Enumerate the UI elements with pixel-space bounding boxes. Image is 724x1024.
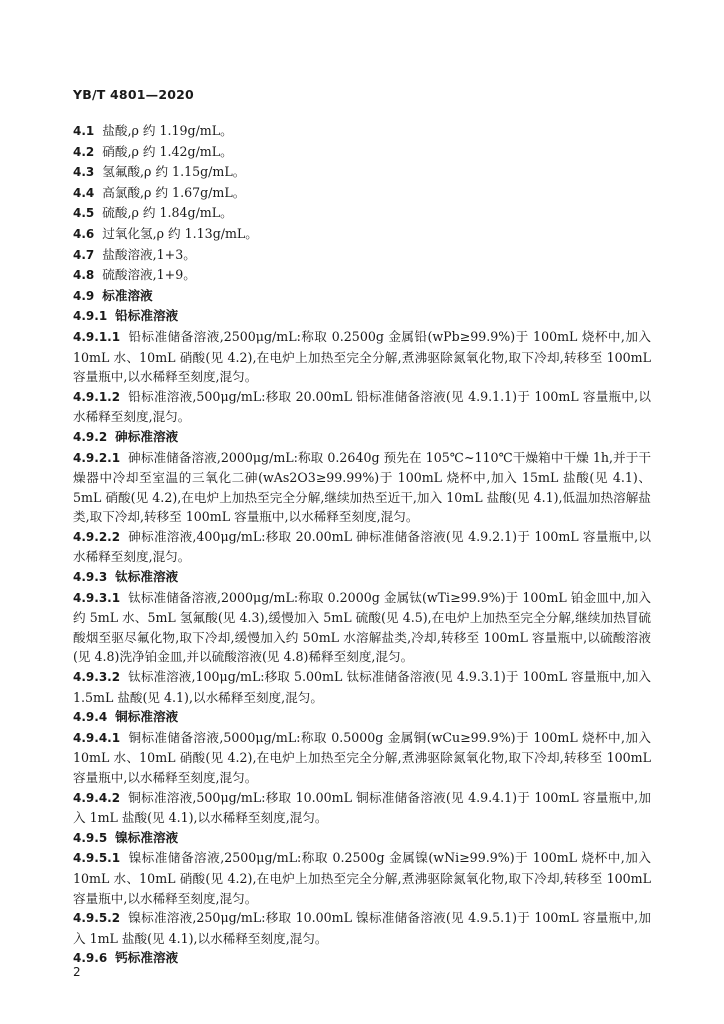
clause-number: 4.8: [73, 268, 95, 283]
clause-text: 硫酸溶液,1+9。: [102, 267, 196, 283]
subsection-heading: [73, 828, 651, 849]
clause-text: 硝酸,ρ 约 1.42g/mL。: [102, 143, 233, 159]
paragraph-text: 砷标准溶液,400μg/mL:移取 20.00mL 砷标准储备溶液(见 4.9.2.1)于 100mL 容量瓶中,以水稀释至刻度,混匀。: [73, 528, 651, 565]
paragraph: [73, 667, 651, 707]
clause-number: 4.2: [73, 144, 95, 159]
subsection-heading: [73, 707, 651, 728]
list-item: [73, 224, 651, 245]
subsection-heading: [73, 306, 651, 327]
paragraph-text: 钛标准溶液,100μg/mL:移取 5.00mL 钛标准储备溶液(见 4.9.3.1)于 100mL 容量瓶中,加入 1.5mL 盐酸(见 4.1),以水稀释至刻度,混匀。: [73, 669, 651, 705]
paragraph-number: 4.9.5.1: [73, 851, 121, 866]
paragraph-text: 砷标准储备溶液,2000μg/mL:称取 0.2640g 预先在 105℃~110℃干燥箱中干燥 1h,并于干燥器中冷却至室温的三氧化二砷(wAs2O3≥99.99%)于 100mL 烧杯中,加入 15mL 盐酸(见 4.1)、5mL 硝酸(见 4.2),在电炉上加热至完全分解,继续加热至近干,加入 10mL 盐酸(见 4.1),低温加热溶解盐类,取下冷却,转移至 100mL 容量瓶中,以水稀释至刻度,混匀。: [73, 449, 651, 525]
section-number: 4.9: [73, 288, 95, 303]
paragraph-text: 铜标准溶液,500μg/mL:移取 10.00mL 铜标准储备溶液(见 4.9.4.1)于 100mL 容量瓶中,加入 1mL 盐酸(见 4.1),以水稀释至刻度,混匀。: [73, 789, 651, 826]
paragraph-text: 镍标准溶液,250μg/mL:移取 10.00mL 镍标准储备溶液(见 4.9.5.1)于 100mL 容量瓶中,加入 1mL 盐酸(见 4.1),以水稀释至刻度,混匀。: [73, 910, 651, 946]
paragraph: [73, 527, 651, 567]
paragraph-number: 4.9.1.1: [73, 329, 121, 344]
subsection-number: 4.9.5: [73, 830, 108, 845]
paragraph-text: 钛标准储备溶液,2000μg/mL:称取 0.2000g 金属钛(wTi≥99.9%)于 100mL 铂金皿中,加入约 5mL 水、5mL 氢氟酸(见 4.3),缓慢加入 5mL 硫酸(见 4.5),在电炉上加热至完全分解,继续加热冒硫酸烟至驱尽氟化物,取下冷却,缓慢加入约 50mL 水溶解盐类,冷却,转移至 100mL 容量瓶中,以硫酸溶液(见 4.8)洗净铂金皿,并以硫酸溶液(见 4.8)稀释至刻度,混匀。: [73, 589, 651, 665]
paragraph-number: 4.9.2.2: [73, 529, 121, 544]
subsection-title: 钙标准溶液: [115, 950, 179, 966]
paragraph-number: 4.9.5.2: [73, 911, 121, 926]
clause-text: 氢氟酸,ρ 约 1.15g/mL。: [102, 164, 246, 180]
list-item: [73, 245, 651, 266]
paragraph-text: 镍标准储备溶液,2500μg/mL:称取 0.2500g 金属镍(wNi≥99.9%)于 100mL 烧杯中,加入 10mL 水、10mL 硝酸(见 4.2),在电炉上加热至完全分解,煮沸驱除氮氧化物,取下冷却,转移至 100mL 容量瓶中,以水稀释至刻度,混匀。: [73, 850, 651, 906]
clause-text: 盐酸,ρ 约 1.19g/mL。: [102, 123, 233, 138]
paragraph-number: 4.9.3.1: [73, 590, 121, 605]
paragraph-number: 4.9.4.2: [73, 790, 121, 805]
paragraph: [73, 448, 651, 527]
list-item: [73, 142, 651, 163]
clause-number: 4.4: [73, 185, 95, 200]
paragraph-text: 铅标准溶液,500μg/mL:移取 20.00mL 铅标准储备溶液(见 4.9.1.1)于 100mL 容量瓶中,以水稀释至刻度,混匀。: [73, 388, 651, 425]
paragraph: [73, 908, 651, 948]
paragraph: [73, 728, 651, 788]
clause-number: 4.1: [73, 124, 95, 138]
subsection-number: 4.9.2: [73, 429, 108, 444]
subsection-heading: [73, 948, 651, 969]
paragraph: [73, 588, 651, 667]
clause-number: 4.3: [73, 165, 95, 180]
paragraph: [73, 848, 651, 908]
paragraph-text: 铜标准储备溶液,5000μg/mL:称取 0.5000g 金属铜(wCu≥99.9%)于 100mL 烧杯中,加入 10mL 水、10mL 硝酸(见 4.2),在电炉上加热至完全分解,煮沸驱除氮氧化物,取下冷却,转移至 100mL 容量瓶中,以水稀释至刻度,混匀。: [73, 729, 651, 785]
standard-code-header: YB/T 4801—2020: [73, 87, 194, 102]
paragraph-text: 铅标准储备溶液,2500μg/mL:称取 0.2500g 金属铅(wPb≥99.9%)于 100mL 烧杯中,加入 10mL 水、10mL 硝酸(见 4.2),在电炉上加热至完全分解,煮沸驱除氮氧化物,取下冷却,转移至 100mL 容量瓶中,以水稀释至刻度,混匀。: [73, 328, 651, 385]
list-item: [73, 265, 651, 286]
list-item: [73, 162, 651, 183]
subsection-number: 4.9.6: [73, 951, 108, 966]
paragraph-number: 4.9.2.1: [73, 450, 121, 465]
paragraph: [73, 788, 651, 828]
subsection-heading: [73, 567, 651, 588]
subsection-title: 铅标准溶液: [115, 308, 179, 324]
list-item: [73, 121, 651, 142]
clause-number: 4.6: [73, 226, 95, 241]
clause-text: 过氧化氢,ρ 约 1.13g/mL。: [102, 225, 258, 241]
clause-number: 4.7: [73, 247, 95, 262]
list-item: [73, 203, 651, 224]
paragraph-number: 4.9.1.2: [73, 389, 121, 404]
subsection-number: 4.9.1: [73, 309, 108, 324]
subsection-title: 镍标准溶液: [115, 829, 179, 845]
subsection-number: 4.9.3: [73, 570, 108, 585]
paragraph-number: 4.9.4.1: [73, 730, 121, 745]
subsection-heading: [73, 427, 651, 448]
page-content: [73, 121, 651, 969]
clause-text: 高氯酸,ρ 约 1.67g/mL。: [102, 184, 246, 200]
paragraph: [73, 327, 651, 387]
subsection-title: 铜标准溶液: [115, 709, 179, 725]
clause-text: 盐酸溶液,1+3。: [102, 246, 196, 262]
list-item: [73, 183, 651, 204]
subsection-title: 砷标准溶液: [115, 428, 179, 444]
subsection-number: 4.9.4: [73, 710, 108, 725]
section-title: 标准溶液: [102, 287, 153, 303]
paragraph-number: 4.9.3.2: [73, 670, 121, 685]
clause-number: 4.5: [73, 206, 95, 221]
clause-text: 硫酸,ρ 约 1.84g/mL。: [102, 205, 233, 221]
subsection-title: 钛标准溶液: [115, 569, 179, 585]
page-number: 2: [73, 965, 81, 979]
paragraph: [73, 387, 651, 427]
section-heading: [73, 286, 651, 307]
